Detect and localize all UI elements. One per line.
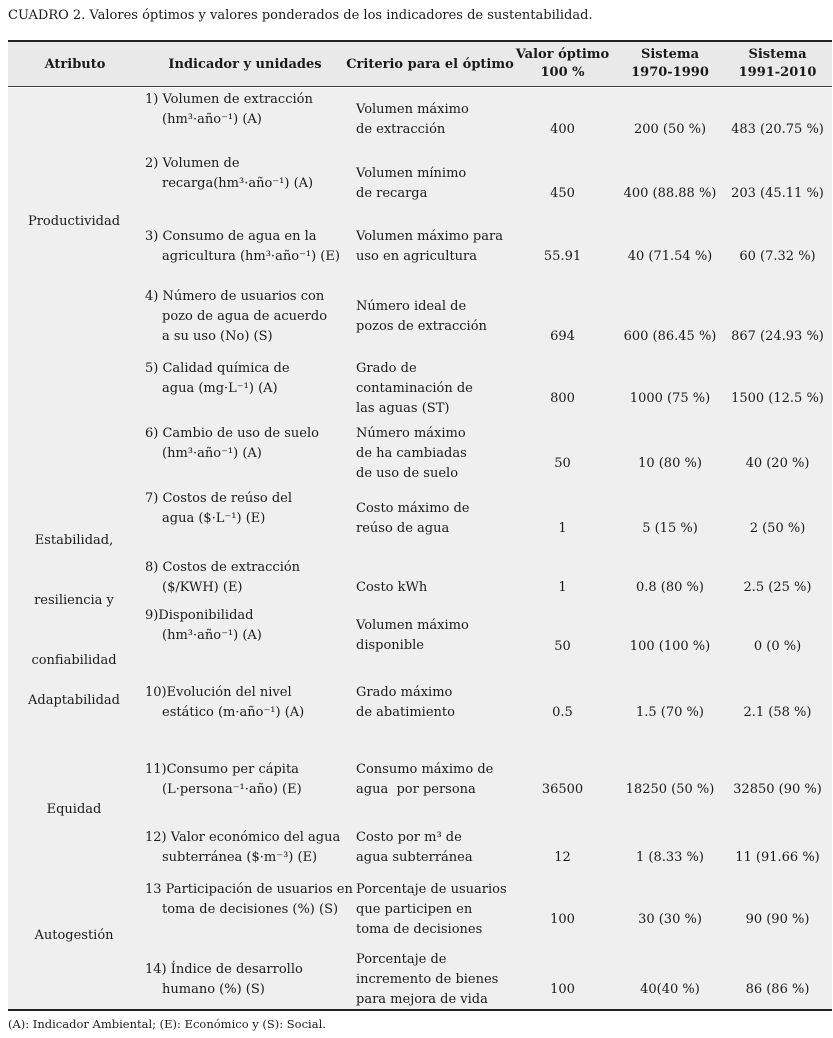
criterion-line: contaminación de: [356, 381, 473, 396]
indicator-line: 2) Volumen de: [145, 156, 240, 171]
indicator-line: 9)Disponibilidad: [145, 608, 254, 623]
indicator-line: 1) Volumen de extracción: [145, 92, 313, 107]
criterion-line: Costo por m³ de: [356, 830, 462, 845]
indicator-line: 6) Cambio de uso de suelo: [145, 426, 319, 441]
system-1970-value: 5 (15 %): [642, 521, 698, 536]
attribute-estabilidad-line1: Estabilidad,: [34, 533, 114, 548]
system-1970-value: 600 (86.45 %): [623, 329, 717, 344]
system-1991-value: 483 (20.75 %): [731, 122, 824, 137]
indicator-line: 13 Participación de usuarios en: [145, 882, 353, 897]
criterion-line: de uso de suelo: [356, 466, 459, 481]
attribute-productividad: Productividad: [27, 214, 121, 229]
system-1970-value: 100 (100 %): [629, 639, 711, 654]
optimal-value: 800: [550, 391, 575, 406]
indicator-line: (hm³·año⁻¹) (A): [162, 112, 262, 127]
indicator-line: a su uso (No) (S): [162, 329, 273, 344]
optimal-value: 400: [550, 122, 575, 137]
indicator-line: (hm³·año⁻¹) (A): [162, 628, 262, 643]
system-1970-value: 1000 (75 %): [629, 391, 711, 406]
attribute-autogestion: Autogestión: [34, 928, 114, 943]
criterion-line: toma de decisiones: [356, 922, 483, 937]
indicator-line: 4) Número de usuarios con: [145, 289, 325, 304]
header-sistema-1991: [720, 46, 833, 82]
header-sistema-1970: [610, 46, 730, 82]
system-1970-value: 30 (30 %): [638, 912, 702, 927]
indicator-line: agricultura (hm³·año⁻¹) (E): [162, 249, 340, 264]
attribute-estabilidad-line3: confiabilidad: [31, 653, 117, 668]
table-header-rule: [8, 86, 832, 87]
indicator-line: agua (mg·L⁻¹) (A): [162, 381, 278, 396]
system-1970-value: 400 (88.88 %): [623, 186, 717, 201]
indicator-line: (hm³·año⁻¹) (A): [162, 446, 262, 461]
criterion-line: agua subterránea: [356, 850, 473, 865]
criterion-line: Grado máximo: [356, 685, 453, 700]
indicator-line: pozo de agua de acuerdo: [162, 309, 328, 324]
system-1970-value: 0.8 (80 %): [636, 580, 704, 595]
indicator-line: 14) Índice de desarrollo: [145, 962, 303, 977]
header-sis2-line2: 1991-2010: [738, 65, 817, 80]
header-valor-line2: 100 %: [540, 65, 585, 80]
system-1991-value: 2.1 (58 %): [743, 705, 812, 720]
attribute-estabilidad: [14, 491, 134, 691]
criterion-line: Consumo máximo de: [356, 762, 494, 777]
system-1970-value: 18250 (50 %): [625, 782, 715, 797]
system-1991-value: 2 (50 %): [749, 521, 806, 536]
optimal-value: 0.5: [552, 705, 573, 720]
indicator-line: humano (%) (S): [162, 982, 265, 997]
criterion-line: Volumen máximo: [356, 102, 469, 117]
system-1991-value: 60 (7.32 %): [739, 249, 816, 264]
criterion-line: Porcentaje de usuarios: [356, 882, 507, 897]
criterion-line: de extracción: [356, 122, 446, 137]
optimal-value: 1: [558, 521, 567, 536]
optimal-value: 50: [554, 456, 571, 471]
system-1991-value: 2.5 (25 %): [743, 580, 812, 595]
system-1970-value: 40(40 %): [640, 982, 700, 997]
criterion-line: Volumen máximo para: [356, 229, 503, 244]
optimal-value: 100: [550, 982, 575, 997]
criterion-line: pozos de extracción: [356, 319, 487, 334]
criterion-line: incremento de bienes: [356, 972, 499, 987]
optimal-value: 36500: [541, 782, 584, 797]
optimal-value: 450: [550, 186, 575, 201]
criterion-line: uso en agricultura: [356, 249, 478, 264]
header-valor-optimo: [505, 46, 620, 82]
criterion-line: Número ideal de: [356, 299, 467, 314]
criterion-line: Porcentaje de: [356, 952, 447, 967]
criterion-line: Costo máximo de: [356, 501, 470, 516]
system-1970-value: 200 (50 %): [633, 122, 707, 137]
system-1991-value: 32850 (90 %): [733, 782, 822, 797]
indicator-line: 5) Calidad química de: [145, 361, 290, 376]
system-1991-value: 867 (24.93 %): [731, 329, 824, 344]
system-1970-value: 1 (8.33 %): [636, 850, 704, 865]
system-1970-value: 1.5 (70 %): [636, 705, 704, 720]
criterion-line: disponible: [356, 638, 425, 653]
attribute-adaptabilidad: Adaptabilidad: [28, 693, 120, 708]
header-sis1-line2: 1970-1990: [631, 65, 709, 80]
criterion-line: Volumen máximo: [356, 618, 469, 633]
system-1991-value: 11 (91.66 %): [735, 850, 820, 865]
optimal-value: 55.91: [543, 249, 582, 264]
indicator-line: 7) Costos de reúso del: [145, 491, 293, 506]
indicator-line: agua ($·L⁻¹) (E): [162, 511, 266, 526]
optimal-value: 100: [550, 912, 575, 927]
indicator-line: estático (m·año⁻¹) (A): [162, 705, 305, 720]
attribute-equidad: Equidad: [46, 802, 102, 817]
system-1991-value: 40 (20 %): [745, 456, 810, 471]
system-1991-value: 0 (0 %): [753, 639, 802, 654]
header-sis2-line1: Sistema: [748, 47, 807, 62]
criterion-line: Número máximo: [356, 426, 466, 441]
system-1991-value: 86 (86 %): [745, 982, 810, 997]
system-1970-value: 40 (71.54 %): [627, 249, 713, 264]
optimal-value: 50: [554, 639, 571, 654]
criterion-line: agua por persona: [356, 782, 476, 797]
optimal-value: 1: [558, 580, 567, 595]
table-footnote: (A): Indicador Ambiental; (E): Económico y (S): Social.: [8, 1017, 326, 1031]
header-valor-line1: Valor óptimo: [515, 47, 610, 62]
criterion-line: Volumen mínimo: [356, 166, 467, 181]
indicator-line: 8) Costos de extracción: [145, 560, 301, 575]
indicator-line: 12) Valor económico del agua: [145, 830, 341, 845]
criterion-line: que participen en: [356, 902, 473, 917]
criterion-line: para mejora de vida: [356, 992, 488, 1007]
criterion-line: de abatimiento: [356, 705, 455, 720]
optimal-value: 694: [550, 329, 575, 344]
criterion-line: Grado de: [356, 361, 417, 376]
indicator-line: ($/KWH) (E): [162, 580, 243, 595]
header-criterio: Criterio para el óptimo: [346, 57, 514, 72]
indicator-line: subterránea ($·m⁻³) (E): [162, 850, 318, 865]
header-atributo: Atributo: [44, 57, 106, 72]
indicator-line: recarga(hm³·año⁻¹) (A): [162, 176, 314, 191]
optimal-value: 12: [554, 850, 571, 865]
system-1991-value: 203 (45.11 %): [731, 186, 824, 201]
header-sis1-line1: Sistema: [640, 47, 700, 62]
criterion-line: reúso de agua: [356, 521, 450, 536]
criterion-line: las aguas (ST): [356, 401, 450, 416]
criterion-line: Costo kWh: [356, 580, 428, 595]
system-1991-value: 90 (90 %): [745, 912, 810, 927]
attribute-estabilidad-line2: resiliencia y: [34, 593, 114, 608]
indicator-line: 3) Consumo de agua en la: [145, 229, 317, 244]
header-indicador: Indicador y unidades: [168, 57, 322, 72]
indicator-line: 10)Evolución del nivel: [145, 685, 292, 700]
criterion-line: de ha cambiadas: [356, 446, 467, 461]
indicator-line: toma de decisiones (%) (S): [162, 902, 339, 917]
table-caption: CUADRO 2. Valores óptimos y valores ponderados de los indicadores de sustentabilidad.: [8, 8, 593, 23]
indicator-line: (L·persona⁻¹·año) (E): [162, 782, 302, 797]
criterion-line: de recarga: [356, 186, 428, 201]
system-1991-value: 1500 (12.5 %): [731, 391, 824, 406]
indicator-line: 11)Consumo per cápita: [145, 762, 299, 777]
system-1970-value: 10 (80 %): [638, 456, 702, 471]
